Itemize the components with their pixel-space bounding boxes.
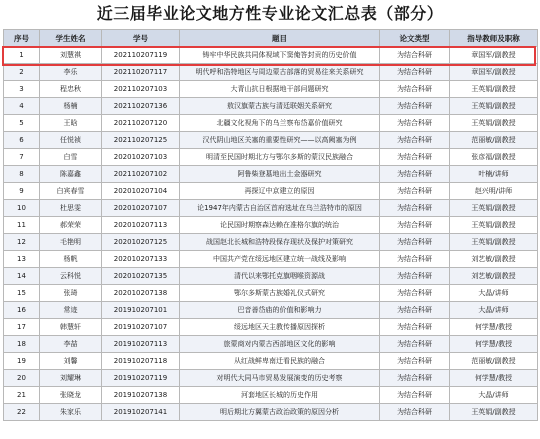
cell-student-id: 20201020​7103 [102,149,180,166]
table-row [4,387,538,404]
cell-title: 汉代阴山地区关塞的重要性研究——以高阙塞为例 [180,132,380,149]
cell-index: 13 [4,251,40,268]
cell-title: 中国共产党在绥远地区建立统一战线及影响 [180,251,380,268]
cell-index: 15 [4,285,40,302]
header-student-id: 学号 [102,30,180,47]
cell-paper-type: 为结合科研 [380,149,450,166]
cell-advisor: 范丽敏/副教授 [450,132,538,149]
cell-index: 21 [4,387,40,404]
cell-student-name: 张琦 [40,285,102,302]
cell-index: 2 [4,64,40,81]
cell-student-name: 白宾春雪 [40,183,102,200]
cell-advisor: 何学慧/教授 [450,319,538,336]
cell-student-id: 20201020​7138 [102,285,180,302]
cell-student-name: 毛艳明 [40,234,102,251]
cell-index: 22 [4,404,40,421]
table-row [4,183,538,200]
cell-student-name: 任悦祯 [40,132,102,149]
cell-paper-type: 为结合科研 [380,319,450,336]
table-row [4,98,538,115]
cell-student-name: 李喆 [40,336,102,353]
cell-title: 铸牢中华民族共同体视域下窦俺答封贡的历史价值 [180,47,380,64]
table-row [4,234,538,251]
cell-student-name: 刘慧祺 [40,47,102,64]
page-title: 近三届毕业论文地方性专业论文汇总表（部分） [96,4,444,23]
cell-student-id: 20191020​7118 [102,353,180,370]
cell-student-name: 白雪 [40,149,102,166]
cell-student-name: 杜思雯 [40,200,102,217]
cell-student-id: 20211020​7120 [102,115,180,132]
cell-student-name: 程忠秋 [40,81,102,98]
cell-index: 1 [4,47,40,64]
cell-advisor: 范丽敏/副教授 [450,353,538,370]
cell-student-id: 20211020​7125 [102,132,180,149]
cell-title: 清代以来鄂托克旗咽喉资源战 [180,268,380,285]
table-body [4,47,538,421]
cell-index: 19 [4,353,40,370]
table-row [4,336,538,353]
cell-index: 11 [4,217,40,234]
cell-advisor: 赵兴明/讲师 [450,183,538,200]
cell-student-name: 云科悦 [40,268,102,285]
cell-title: 旅蒙商对内蒙古西部地区文化的影响 [180,336,380,353]
cell-advisor: 大晶/讲师 [450,387,538,404]
cell-student-id: 20201020​7135 [102,268,180,285]
cell-paper-type: 为结合科研 [380,47,450,64]
cell-advisor: 刘艺敏/副教授 [450,268,538,285]
cell-index: 9 [4,183,40,200]
cell-student-id: 20191020​7101 [102,302,180,319]
header-paper-type: 论文类型 [380,30,450,47]
table-row [4,302,538,319]
cell-title: 从红战鲜卑南迁看民族的融合 [180,353,380,370]
table-row [4,200,538,217]
cell-student-id: 20211020​7136 [102,98,180,115]
table-row [4,47,538,64]
cell-student-id: 20201020​7104 [102,183,180,200]
cell-advisor: 何学慧/教授 [450,370,538,387]
table-row [4,132,538,149]
cell-advisor: 王英娟/副教授 [450,234,538,251]
cell-advisor: 刘艺敏/副教授 [450,251,538,268]
cell-paper-type: 为结合科研 [380,285,450,302]
cell-title: 敖汉旗蒙古族与清廷联姻关系研究 [180,98,380,115]
cell-paper-type: 为结合科研 [380,81,450,98]
cell-title: 阿鲁柴登墓地出土金器研究 [180,166,380,183]
cell-title: 论1947年内蒙古自治区首府选址在乌兰浩特市的原因 [180,200,380,217]
cell-student-name: 朱家乐 [40,404,102,421]
cell-advisor: 何学慧/教授 [450,336,538,353]
header-index: 序号 [4,30,40,47]
cell-index: 4 [4,98,40,115]
table-row [4,353,538,370]
cell-student-name: 韩慧轩 [40,319,102,336]
cell-index: 14 [4,268,40,285]
cell-student-id: 20211020​7103 [102,81,180,98]
cell-student-id: 20201020​7125 [102,234,180,251]
cell-paper-type: 为结合科研 [380,98,450,115]
cell-student-id: 20211020​7102 [102,166,180,183]
cell-paper-type: 为结合科研 [380,404,450,421]
cell-title: 战国赵北长城和浩特段保存现状及保护对策研究 [180,234,380,251]
table-row [4,268,538,285]
cell-title: 鄂尔多斯蒙古族婚礼仪式研究 [180,285,380,302]
cell-paper-type: 为结合科研 [380,268,450,285]
header-student-name: 学生姓名 [40,30,102,47]
cell-student-id: 20191020​7138 [102,387,180,404]
cell-paper-type: 为结合科研 [380,353,450,370]
cell-paper-type: 为结合科研 [380,336,450,353]
cell-student-name: 张晓龙 [40,387,102,404]
cell-advisor: 王英娟/副教授 [450,81,538,98]
cell-student-id: 20191020​7107 [102,319,180,336]
cell-advisor: 叶楠/讲师 [450,166,538,183]
cell-advisor: 王英娟/副教授 [450,98,538,115]
cell-paper-type: 为结合科研 [380,251,450,268]
cell-student-id: 20211020​7119 [102,47,180,64]
cell-title: 绥远地区天主教传播原因探析 [180,319,380,336]
cell-student-name: 王晗 [40,115,102,132]
thesis-table [3,29,538,421]
header-advisor: 指导教师及职称 [450,30,538,47]
cell-student-id: 20211020​7117 [102,64,180,81]
cell-student-id: 20201020​7113 [102,217,180,234]
table-row [4,115,538,132]
cell-student-id: 20191020​7141 [102,404,180,421]
cell-index: 8 [4,166,40,183]
cell-student-name: 杨楠 [40,98,102,115]
cell-student-name: 李乐 [40,64,102,81]
cell-paper-type: 为结合科研 [380,64,450,81]
cell-student-id: 20191020​7119 [102,370,180,387]
cell-title: 巴音善岱庙的价值和影响力 [180,302,380,319]
cell-advisor: 王英娟/副教授 [450,217,538,234]
cell-title: 大青山抗日根据地干部问题研究 [180,81,380,98]
cell-advisor: 王英娟/副教授 [450,115,538,132]
table-row [4,404,538,421]
cell-student-name: 常迹 [40,302,102,319]
table-row [4,81,538,98]
cell-paper-type: 为结合科研 [380,217,450,234]
header-row [4,30,538,47]
cell-paper-type: 为结合科研 [380,132,450,149]
cell-index: 17 [4,319,40,336]
cell-paper-type: 为结合科研 [380,183,450,200]
cell-advisor: 王英娟/副教授 [450,200,538,217]
header-title: 题目 [180,30,380,47]
cell-advisor: 王英娟/副教授 [450,404,538,421]
cell-advisor: 章国军/副教授 [450,47,538,64]
cell-student-id: 20191020​7113 [102,336,180,353]
cell-index: 12 [4,234,40,251]
cell-index: 3 [4,81,40,98]
cell-student-name: 刘耀琳 [40,370,102,387]
cell-index: 10 [4,200,40,217]
cell-index: 18 [4,336,40,353]
table-row [4,217,538,234]
cell-title: 再探辽中京建立的原因 [180,183,380,200]
cell-student-id: 20201020​7133 [102,251,180,268]
table-row [4,370,538,387]
cell-title: 河套地区长城的历史作用 [180,387,380,404]
cell-title: 明后期北方翼蒙古政治政策的原因分析 [180,404,380,421]
table-row [4,64,538,81]
table-row [4,319,538,336]
cell-student-name: 郝荣荣 [40,217,102,234]
cell-advisor: 章国军/副教授 [450,64,538,81]
cell-title: 论民国时期察森达赖在准格尔旗的统治 [180,217,380,234]
cell-student-name: 杨帆 [40,251,102,268]
cell-student-id: 20201020​7107 [102,200,180,217]
cell-title: 明代呼和浩特地区与周边蒙古部落的贸易往来关系研究 [180,64,380,81]
cell-advisor: 张彦福/副教授 [450,149,538,166]
cell-title: 明清至民国时期北方与鄂尔多斯的蒙汉民族融合 [180,149,380,166]
cell-index: 7 [4,149,40,166]
cell-paper-type: 为结合科研 [380,387,450,404]
cell-paper-type: 为结合科研 [380,234,450,251]
cell-index: 16 [4,302,40,319]
cell-paper-type: 为结合科研 [380,370,450,387]
cell-advisor: 大晶/讲师 [450,302,538,319]
cell-paper-type: 为结合科研 [380,200,450,217]
cell-paper-type: 为结合科研 [380,166,450,183]
cell-title: 北疆文化视角下的乌兰察布岱嘉价值研究 [180,115,380,132]
cell-paper-type: 为结合科研 [380,302,450,319]
cell-index: 6 [4,132,40,149]
cell-index: 20 [4,370,40,387]
cell-advisor: 大晶/讲师 [450,285,538,302]
cell-title: 对明代大同马市贸易发展演变的历史考察 [180,370,380,387]
table-row [4,285,538,302]
cell-index: 5 [4,115,40,132]
cell-student-name: 刘馨 [40,353,102,370]
cell-student-name: 陈嘉鑫 [40,166,102,183]
table-row [4,251,538,268]
table-row [4,149,538,166]
cell-paper-type: 为结合科研 [380,115,450,132]
table-row [4,166,538,183]
